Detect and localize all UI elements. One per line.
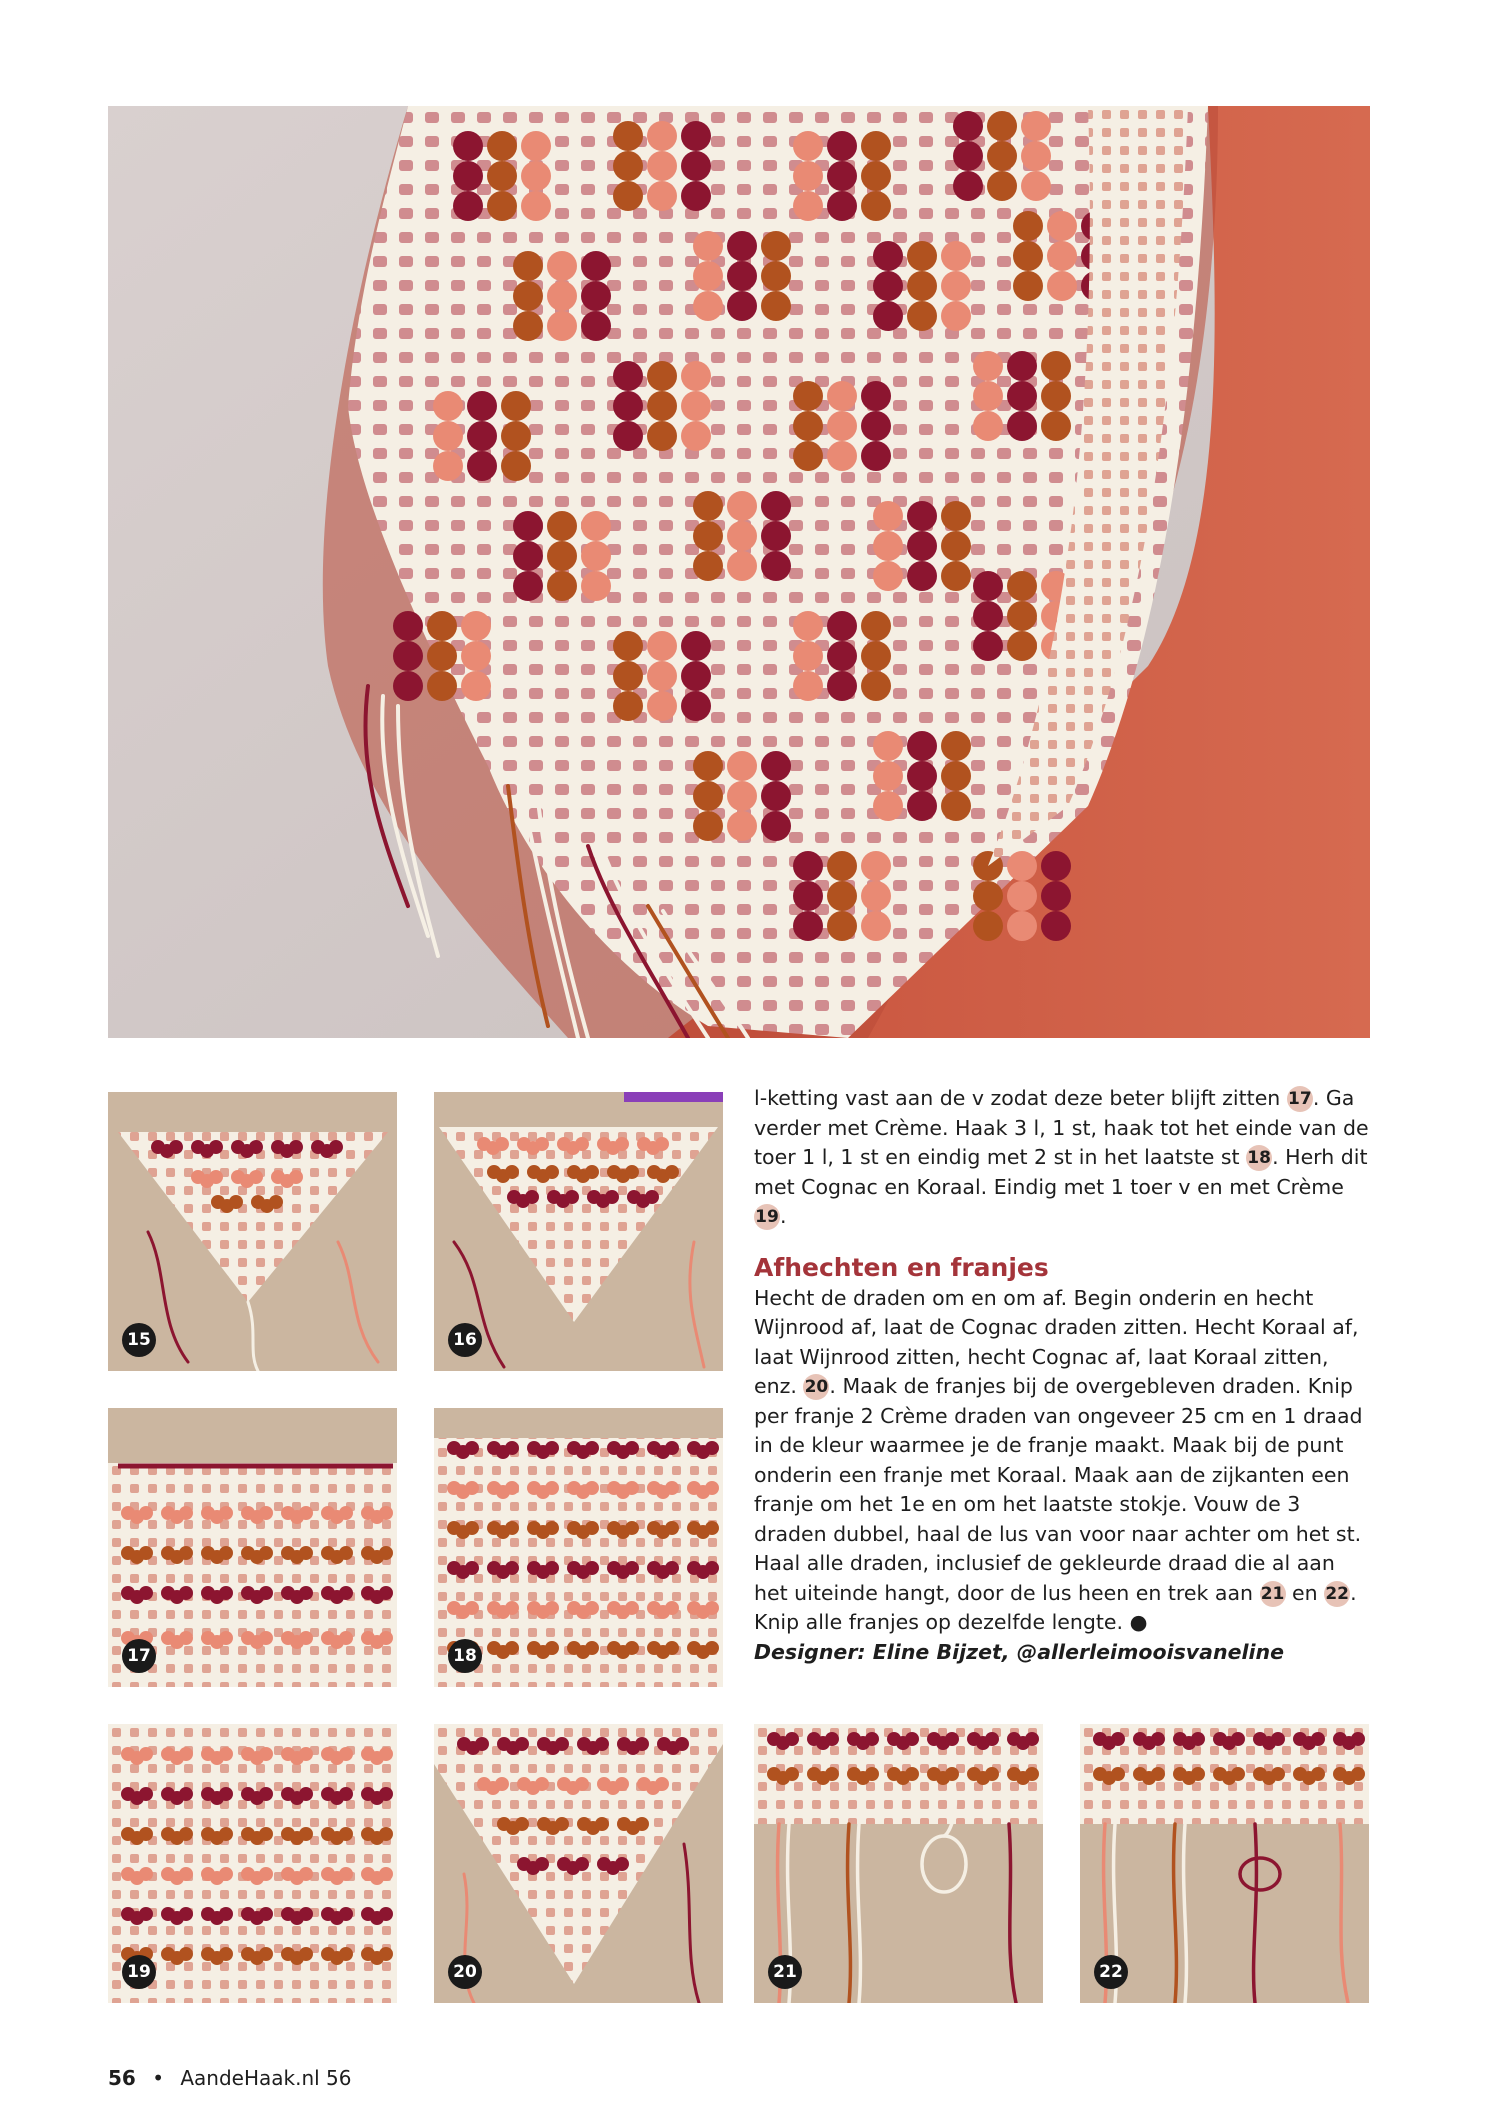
step-number-badge: 22	[1094, 1955, 1128, 1989]
step-reference-badge: 21	[1260, 1581, 1286, 1607]
step-number-badge: 16	[448, 1323, 482, 1357]
step-reference-badge: 17	[1287, 1086, 1313, 1112]
step-photo-20	[434, 1724, 723, 2003]
step-reference-badge: 18	[1246, 1145, 1272, 1171]
hero-photo-art	[108, 106, 1370, 1038]
step-photo-21	[754, 1724, 1043, 2003]
text-run: .	[780, 1204, 787, 1228]
instruction-paragraph-2	[754, 1284, 1374, 1638]
step-photo-17	[108, 1408, 397, 1687]
step-reference-badge: 22	[1324, 1581, 1350, 1607]
step-reference-badge: 19	[754, 1204, 780, 1230]
footer-separator: •	[152, 2066, 164, 2090]
text-run: . Herh dit met Cognac en Koraal. Eindig met 1 toer v en met Crème	[754, 1145, 1368, 1199]
step-number-badge: 21	[768, 1955, 802, 1989]
step-number-badge: 19	[122, 1955, 156, 1989]
step-photo-15	[108, 1092, 397, 1371]
text-run: . Ga verder met Crème. Haak 3 l, 1 st, haak tot het einde van de toer 1 l, 1 st en eindig met 2 st in het laatste st	[754, 1086, 1369, 1169]
step-photo-22	[1080, 1724, 1369, 2003]
step-reference-badge: 20	[803, 1374, 829, 1400]
section-heading: Afhechten en franjes	[754, 1252, 1049, 1282]
text-run: . Maak de franjes bij de overgebleven draden. Knip per franje 2 Crème draden van ongeveer 25 cm en 1 draad in de kleur waarmee je de franje maakt. Maak bij de punt onderin een franje met Koraal. Maak aan de zijkanten een franje om het 1e en om het laatste stokje. Vouw de 3 draden dubbel, haal de lus van voor naar achter om het st. Haal alle draden, inclusief de gekleurde draad die al aan het uiteinde hangt, door de lus heen en trek aan	[754, 1374, 1363, 1605]
step-number-badge: 15	[122, 1323, 156, 1357]
text-run: Hecht de draden om en om af. Begin onderin en hecht Wijnrood af, laat de Cognac draden zitten. Hecht Koraal af, laat Wijnrood zitten, hecht Cognac af, laat Koraal zitten, enz.	[754, 1285, 1359, 1398]
text-run: l-ketting vast aan de v zodat deze beter blijft zitten	[754, 1086, 1287, 1110]
step-photo-16	[434, 1092, 723, 1371]
step-photo-19	[108, 1724, 397, 2003]
text-run: en	[1285, 1580, 1325, 1605]
instruction-paragraph-1	[754, 1084, 1374, 1232]
footer-site: AandeHaak.nl 56	[180, 2066, 352, 2090]
text-run: . Knip alle franjes op dezelfde lengte. ●	[754, 1580, 1357, 1634]
step-number-badge: 17	[122, 1639, 156, 1673]
step-number-badge: 20	[448, 1955, 482, 1989]
instructions-column	[754, 1084, 1374, 1667]
step-photo-18	[434, 1408, 723, 1687]
step-number-badge: 18	[448, 1639, 482, 1673]
designer-credit: Designer: Eline Bijzet, @allerleimooisvaneline	[754, 1639, 1285, 1664]
page-number: 56	[108, 2066, 136, 2090]
hero-photo	[108, 106, 1370, 1038]
page-footer	[108, 2066, 352, 2090]
